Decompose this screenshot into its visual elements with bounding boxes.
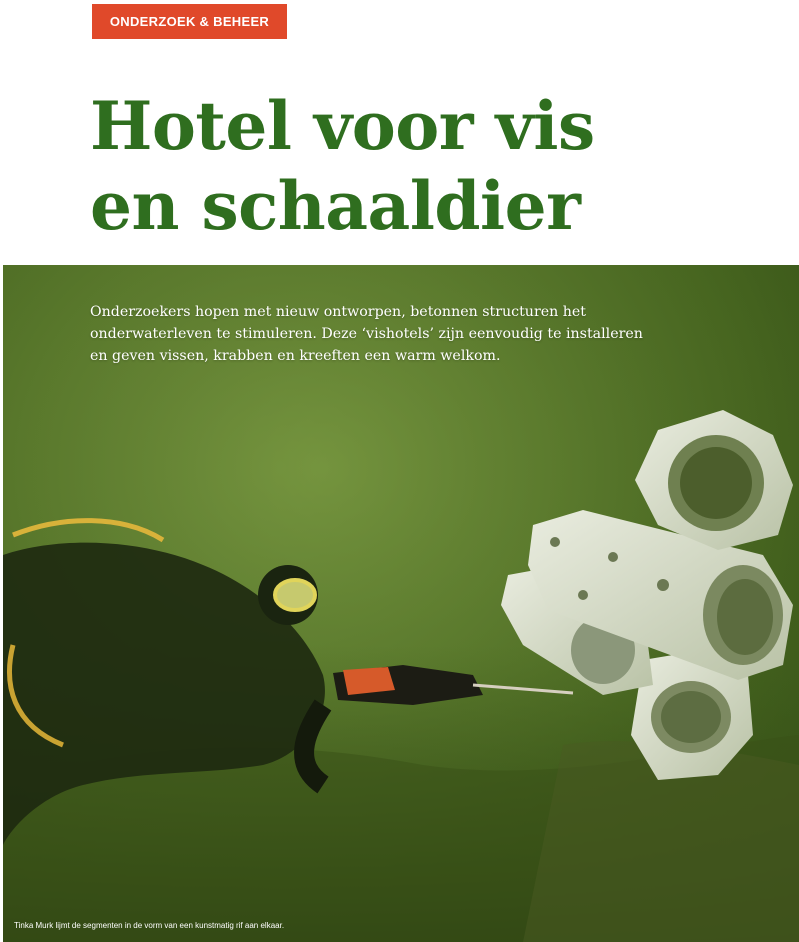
photo-caption: Tinka Murk lijmt de segmenten in de vorm van een kunstmatig rif aan elkaar. xyxy=(14,921,285,930)
headline-line-1: Hotel voor vis xyxy=(90,87,595,165)
intro-paragraph: Onderzoekers hopen met nieuw ontworpen, betonnen structuren het onderwaterleven te stimuleren. Deze ‘vishotels’ zijn eenvoudig te installeren en geven vissen, krabben en kreeften een warm welkom. xyxy=(90,304,643,364)
headline xyxy=(90,86,595,246)
category-tag: ONDERZOEK & BEHEER xyxy=(92,4,287,39)
headline-line-2: en schaaldier xyxy=(90,167,581,245)
